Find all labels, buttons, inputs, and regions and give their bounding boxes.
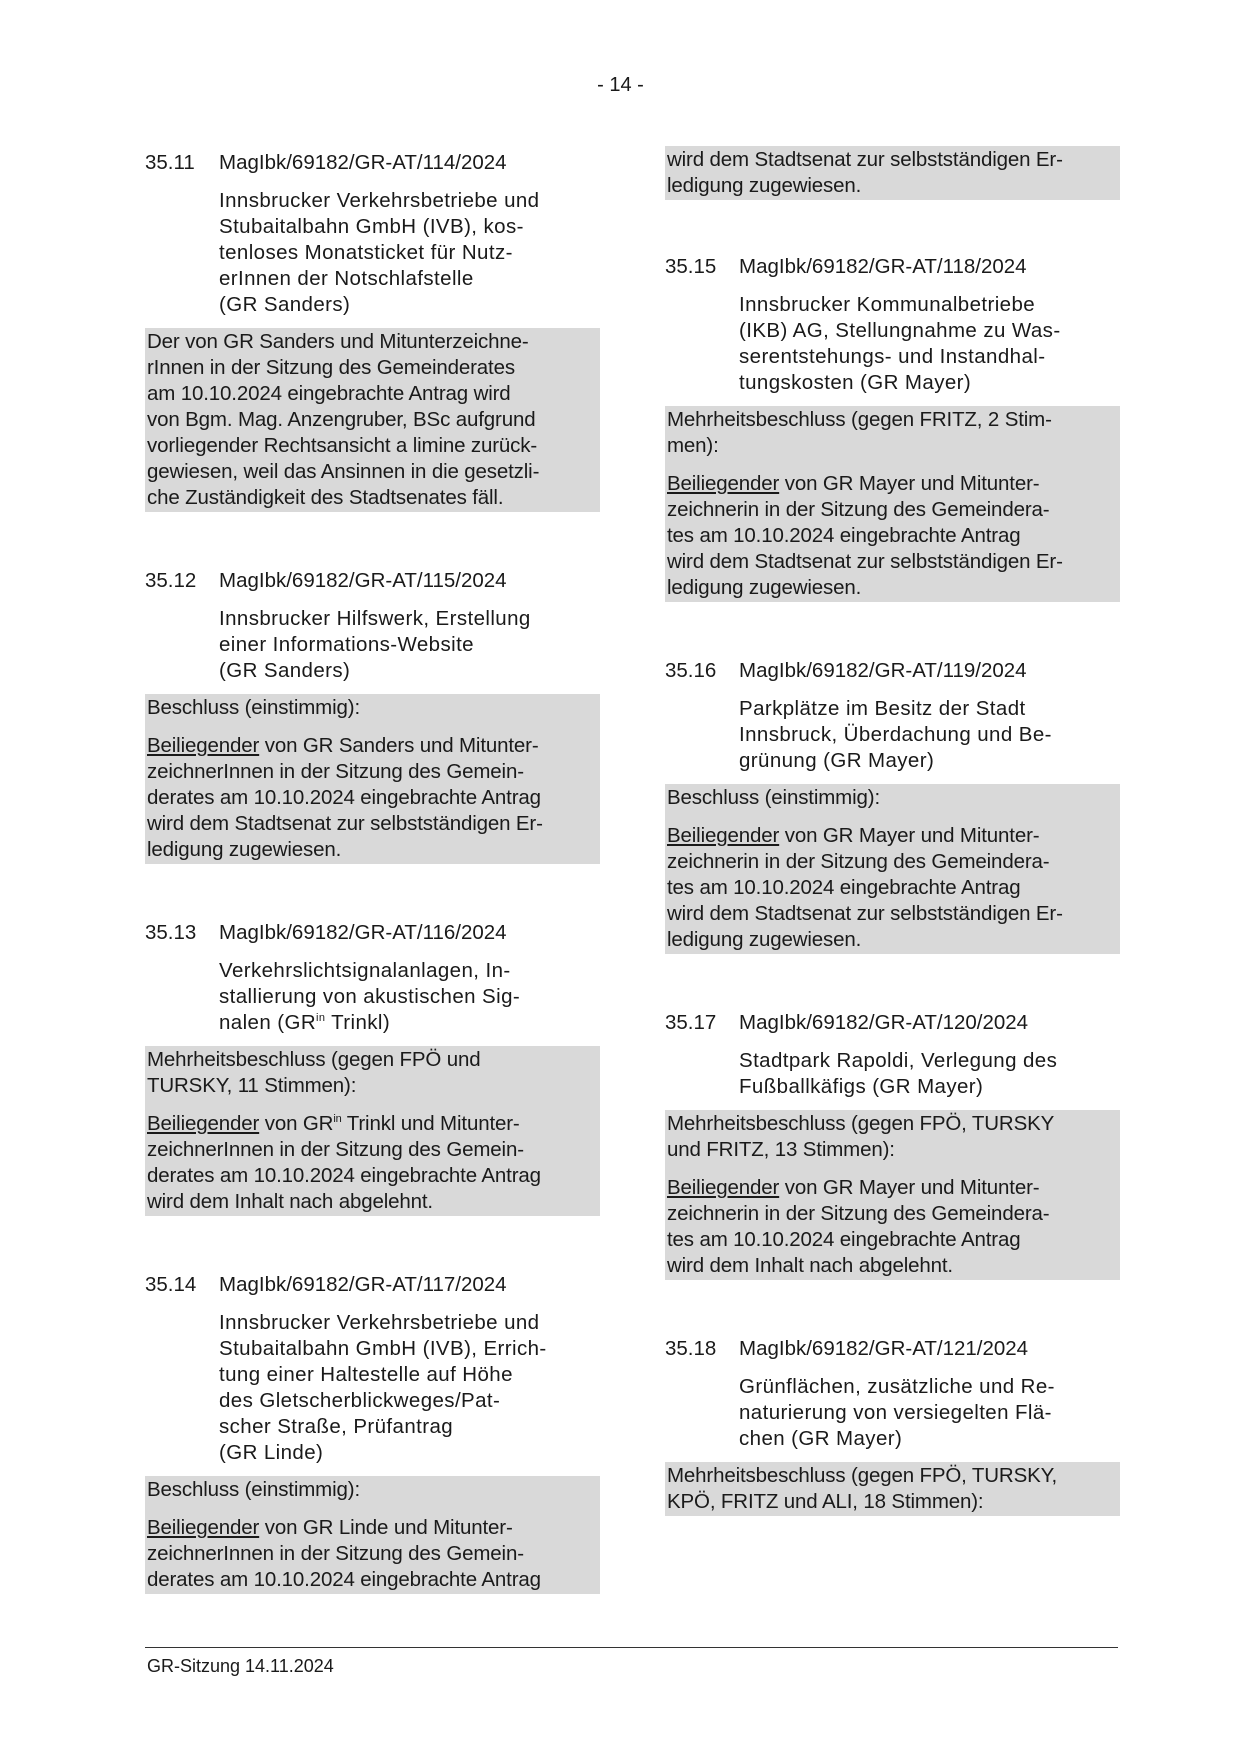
text-line: zeichnerInnen in der Sitzung des Gemein-	[147, 760, 524, 783]
item-reference: MagIbk/69182/GR-AT/116/2024	[219, 921, 507, 944]
resolution-line: men):	[667, 434, 719, 457]
item-heading	[145, 920, 600, 946]
item-reference: MagIbk/69182/GR-AT/121/2024	[739, 1337, 1029, 1360]
item-reference: MagIbk/69182/GR-AT/118/2024	[739, 255, 1027, 278]
title-line: Innsbrucker Verkehrsbetriebe und	[219, 189, 540, 212]
text-line: zeichnerInnen in der Sitzung des Gemein-	[147, 1138, 524, 1161]
resolution-line: Beschluss (einstimmig):	[147, 1478, 360, 1501]
text-line-rest: von GR Sanders und Mitunter-	[259, 734, 539, 757]
footer-divider	[145, 1647, 1118, 1648]
title-line: Verkehrslichtsignalanlagen, In-	[219, 959, 511, 982]
title-line: tungskosten (GR Mayer)	[739, 371, 972, 394]
resolution-line: Mehrheitsbeschluss (gegen FRITZ, 2 Stim-	[667, 408, 1052, 431]
text-line: tes am 10.10.2024 eingebrachte Antrag	[667, 1228, 1021, 1251]
underlined-word: Beiliegender	[147, 1112, 260, 1135]
text-line: zeichnerin in der Sitzung des Gemeindera-	[667, 498, 1050, 521]
agenda-item-35-14	[145, 1272, 600, 1594]
resolution-line: Mehrheitsbeschluss (gegen FPÖ und	[147, 1048, 481, 1071]
title-line: (GR Sanders)	[219, 293, 351, 316]
text-line: che Zuständigkeit des Stadtsenates fäll.	[147, 486, 504, 509]
resolution-line: Beschluss (einstimmig):	[667, 786, 880, 809]
text-line: gewiesen, weil das Ansinnen in die gesetzli-	[147, 460, 540, 483]
item-title	[739, 696, 1120, 774]
text-line-rest: von GR Linde und Mitunter-	[259, 1516, 513, 1539]
title-line: Stubaitalbahn GmbH (IVB), kos-	[219, 215, 524, 238]
title-line: (GR Sanders)	[219, 659, 351, 682]
title-line: Innsbrucker Verkehrsbetriebe und	[219, 1311, 540, 1334]
resolution-line: Beschluss (einstimmig):	[147, 696, 360, 719]
text-line	[667, 823, 1118, 849]
title-line: Grünflächen, zusätzliche und Re-	[739, 1375, 1055, 1398]
title-line: (GR Linde)	[219, 1441, 324, 1464]
text-line	[667, 1175, 1118, 1201]
title-line: Stadtpark Rapoldi, Verlegung des	[739, 1049, 1058, 1072]
agenda-item-35-12	[145, 568, 600, 864]
text-line: zeichnerInnen in der Sitzung des Gemein-	[147, 1542, 524, 1565]
resolution-label	[145, 694, 600, 722]
title-line: einer Informations-Website	[219, 633, 474, 656]
shade-gap	[665, 812, 1120, 822]
title-text: Trinkl)	[325, 1011, 391, 1034]
left-column	[145, 150, 600, 1628]
item-reference: MagIbk/69182/GR-AT/120/2024	[739, 1011, 1029, 1034]
item-heading	[665, 1010, 1120, 1036]
text-line: zeichnerin in der Sitzung des Gemeindera-	[667, 1202, 1050, 1225]
shade-gap	[665, 460, 1120, 470]
decision-text	[145, 328, 600, 512]
item-heading	[665, 1336, 1120, 1362]
title-line: naturierung von versiegelten Flä-	[739, 1401, 1052, 1424]
title-line: Stubaitalbahn GmbH (IVB), Errich-	[219, 1337, 547, 1360]
text-line: derates am 10.10.2024 eingebrachte Antrag	[147, 786, 541, 809]
text-line: tes am 10.10.2024 eingebrachte Antrag	[667, 876, 1021, 899]
item-title	[739, 1374, 1120, 1452]
text-line	[147, 1111, 598, 1137]
item-title	[219, 606, 600, 684]
text-line: wird dem Stadtsenat zur selbstständigen Er-	[667, 550, 1063, 573]
title-line: Innsbrucker Kommunalbetriebe	[739, 293, 1036, 316]
superscript: in	[316, 1012, 326, 1025]
item-title	[219, 188, 600, 318]
resolution-label	[145, 1046, 600, 1100]
item-title	[219, 1310, 600, 1466]
item-reference: MagIbk/69182/GR-AT/114/2024	[219, 151, 507, 174]
text-line-rest: Trinkl und Mitunter-	[341, 1112, 520, 1135]
item-number: 35.16	[665, 659, 717, 682]
title-line: des Gletscherblickweges/Pat-	[219, 1389, 501, 1412]
shade-gap	[145, 1100, 600, 1110]
item-number: 35.17	[665, 1011, 717, 1034]
text-line: von Bgm. Mag. Anzengruber, BSc aufgrund	[147, 408, 536, 431]
decision-text	[665, 1174, 1120, 1280]
text-line: Der von GR Sanders und Mitunterzeichne-	[147, 330, 529, 353]
text-line	[667, 471, 1118, 497]
item-title	[219, 958, 600, 1036]
text-line	[147, 1515, 598, 1541]
title-line: Parkplätze im Besitz der Stadt	[739, 697, 1026, 720]
item-number: 35.15	[665, 255, 717, 278]
title-line: Fußballkäfigs (GR Mayer)	[739, 1075, 984, 1098]
text-line: wird dem Stadtsenat zur selbstständigen Er-	[147, 812, 543, 835]
resolution-line: und FRITZ, 13 Stimmen):	[667, 1138, 895, 1161]
underlined-word: Beiliegender	[147, 734, 260, 757]
item-number: 35.13	[145, 921, 197, 944]
shade-gap	[145, 722, 600, 732]
title-line	[219, 1010, 600, 1036]
text-line: ledigung zugewiesen.	[147, 838, 342, 861]
underlined-word: Beiliegender	[667, 824, 780, 847]
resolution-line: Mehrheitsbeschluss (gegen FPÖ, TURSKY	[667, 1112, 1055, 1135]
superscript: in	[333, 1113, 342, 1126]
title-line: stallierung von akustischen Sig-	[219, 985, 521, 1008]
text-line: derates am 10.10.2024 eingebrachte Antrag	[147, 1568, 541, 1591]
text-line: ledigung zugewiesen.	[667, 576, 862, 599]
resolution-label	[145, 1476, 600, 1504]
text-line: ledigung zugewiesen.	[667, 928, 862, 951]
decision-text	[145, 732, 600, 864]
text-line: am 10.10.2024 eingebrachte Antrag wird	[147, 382, 511, 405]
decision-text	[665, 822, 1120, 954]
item-title	[739, 292, 1120, 396]
decision-text	[145, 1514, 600, 1594]
item-number: 35.12	[145, 569, 197, 592]
item-number: 35.11	[145, 151, 195, 174]
page-number: - 14 -	[597, 74, 644, 96]
title-line: grünung (GR Mayer)	[739, 749, 935, 772]
right-column	[665, 146, 1120, 1550]
text-line: rInnen in der Sitzung des Gemeinderates	[147, 356, 515, 379]
title-line: tenloses Monatsticket für Nutz-	[219, 241, 513, 264]
title-line: tung einer Haltestelle auf Höhe	[219, 1363, 513, 1386]
underlined-word: Beiliegender	[667, 472, 780, 495]
shade-gap	[145, 1504, 600, 1514]
resolution-label	[665, 1110, 1120, 1164]
text-line: wird dem Inhalt nach abgelehnt.	[667, 1254, 953, 1277]
resolution-label	[665, 1462, 1120, 1516]
title-line: scher Straße, Prüfantrag	[219, 1415, 454, 1438]
resolution-line: TURSKY, 11 Stimmen):	[147, 1074, 357, 1097]
resolution-label	[665, 784, 1120, 812]
underlined-word: Beiliegender	[147, 1516, 260, 1539]
item-heading	[145, 150, 600, 176]
item-number: 35.14	[145, 1273, 197, 1296]
decision-text	[145, 1110, 600, 1216]
resolution-line: Mehrheitsbeschluss (gegen FPÖ, TURSKY,	[667, 1464, 1058, 1487]
underlined-word: Beiliegender	[667, 1176, 780, 1199]
title-line: serentstehungs- und Instandhal-	[739, 345, 1046, 368]
text-line: wird dem Stadtsenat zur selbstständigen Er-	[667, 148, 1063, 171]
text-line-rest: von GR	[259, 1112, 334, 1135]
agenda-item-35-16	[665, 658, 1120, 954]
item-number: 35.18	[665, 1337, 717, 1360]
item-heading	[665, 658, 1120, 684]
agenda-item-35-11	[145, 150, 600, 512]
item-reference: MagIbk/69182/GR-AT/115/2024	[219, 569, 507, 592]
agenda-item-35-14-continued	[665, 146, 1120, 200]
item-heading	[665, 254, 1120, 280]
item-title	[739, 1048, 1120, 1100]
shade-gap	[665, 1164, 1120, 1174]
text-line-rest: von GR Mayer und Mitunter-	[779, 824, 1040, 847]
title-line: Innsbruck, Überdachung und Be-	[739, 723, 1052, 746]
text-line: zeichnerin in der Sitzung des Gemeindera-	[667, 850, 1050, 873]
item-reference: MagIbk/69182/GR-AT/117/2024	[219, 1273, 507, 1296]
decision-text-continued	[665, 146, 1120, 200]
agenda-item-35-15	[665, 254, 1120, 602]
agenda-item-35-18	[665, 1336, 1120, 1516]
text-line: vorliegender Rechtsansicht a limine zurück-	[147, 434, 538, 457]
text-line: tes am 10.10.2024 eingebrachte Antrag	[667, 524, 1021, 547]
text-line: wird dem Inhalt nach abgelehnt.	[147, 1190, 433, 1213]
text-line: wird dem Stadtsenat zur selbstständigen Er-	[667, 902, 1063, 925]
text-line-rest: von GR Mayer und Mitunter-	[779, 1176, 1040, 1199]
resolution-line: KPÖ, FRITZ und ALI, 18 Stimmen):	[667, 1490, 984, 1513]
text-line	[147, 733, 598, 759]
agenda-item-35-13	[145, 920, 600, 1216]
footer: GR-Sitzung 14.11.2024	[147, 1656, 334, 1676]
title-line: erInnen der Notschlafstelle	[219, 267, 474, 290]
agenda-item-35-17	[665, 1010, 1120, 1280]
title-line: (IKB) AG, Stellungnahme zu Was-	[739, 319, 1061, 342]
text-line: derates am 10.10.2024 eingebrachte Antrag	[147, 1164, 541, 1187]
item-heading	[145, 568, 600, 594]
title-line: Innsbrucker Hilfswerk, Erstellung	[219, 607, 531, 630]
item-heading	[145, 1272, 600, 1298]
decision-text	[665, 470, 1120, 602]
title-text: nalen (GR	[219, 1011, 317, 1034]
title-line: chen (GR Mayer)	[739, 1427, 903, 1450]
text-line-rest: von GR Mayer und Mitunter-	[779, 472, 1040, 495]
resolution-label	[665, 406, 1120, 460]
text-line: ledigung zugewiesen.	[667, 174, 862, 197]
item-reference: MagIbk/69182/GR-AT/119/2024	[739, 659, 1027, 682]
